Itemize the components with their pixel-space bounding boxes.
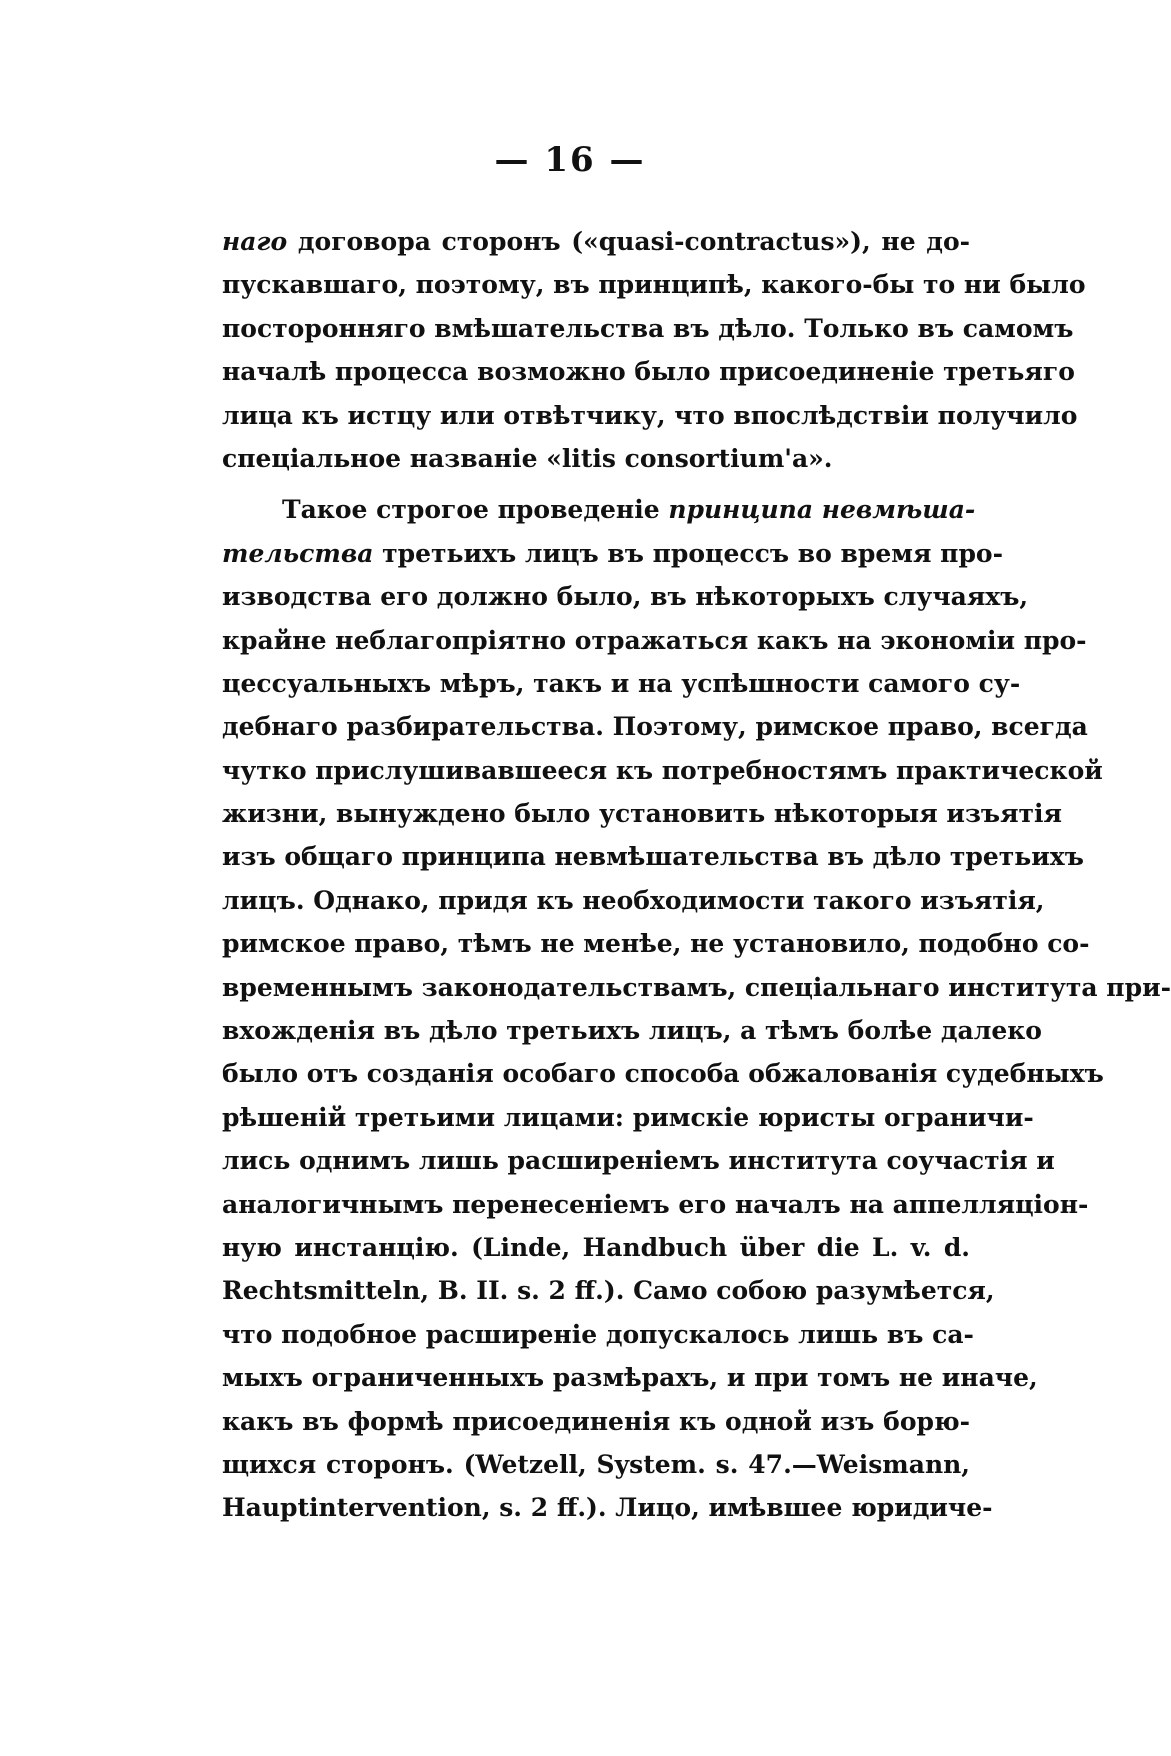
text-line: лицъ. Однако, придя къ необходимости такого изъятія, (222, 885, 1045, 915)
text-line: какъ въ формѣ присоединенія къ одной изъ борю- (222, 1406, 970, 1436)
text-fragment: Такое строгое проведеніе (282, 495, 669, 525)
italic-fragment: принципа невмѣша- (668, 495, 976, 525)
text-line: цессуальныхъ мѣръ, такъ и на успѣшности самого су- (222, 668, 1021, 698)
text-line: аналогичнымъ перенесеніемъ его началъ на аппелляціон- (222, 1189, 1089, 1219)
text-line: рѣшеній третьими лицами: римскіе юристы ограничи- (222, 1102, 1034, 1132)
text-line: спеціальное названіе «litis consortium'а». (222, 443, 833, 473)
text-line: ную инстанцію. (Linde, Handbuch über die L. v. d. (222, 1232, 970, 1262)
text-line: чутко прислушивавшееся къ потребностямъ практической (222, 755, 1103, 785)
text-line: временнымъ законодательствамъ, спеціальнаго института при- (222, 972, 1171, 1002)
text-line: римское право, тѣмъ не менѣе, не установило, подобно со- (222, 929, 1090, 959)
text-line (222, 220, 970, 263)
text-line: щихся сторонъ. (Wetzell, System. s. 47.—Weismann, (222, 1449, 970, 1479)
text-line: изъ общаго принципа невмѣшательства въ дѣло третьихъ (222, 842, 1084, 872)
text-line: посторонняго вмѣшательства въ дѣло. Только въ самомъ (222, 313, 1074, 343)
text-line: что подобное расширеніе допускалось лишь въ са- (222, 1319, 974, 1349)
text-line: пускавшаго, поэтому, въ принципѣ, какого-бы то ни было (222, 270, 1086, 300)
text-line (222, 488, 976, 531)
text-line: было отъ созданія особаго способа обжалованія судебныхъ (222, 1059, 1104, 1089)
text-line: изводства его должно было, въ нѣкоторыхъ случаяхъ, (222, 582, 1029, 612)
paragraph-2 (222, 488, 1171, 1529)
text-line: дебнаго разбирательства. Поэтому, римское право, всегда (222, 712, 1088, 742)
text-line: вхожденія въ дѣло третьихъ лицъ, а тѣмъ болѣе далеко (222, 1016, 1042, 1046)
text-fragment: договора сторонъ («quasi-contractus»), не до- (287, 227, 970, 256)
text-line: жизни, вынуждено было установить нѣкоторыя изъятія (222, 799, 1063, 829)
text-fragment: третьихъ лицъ въ процессъ во время про- (373, 538, 1003, 568)
italic-fragment: наго (222, 227, 288, 256)
text-line: Rechtsmitteln, B. II. s. 2 ff.). Само собою разумѣется, (222, 1276, 995, 1306)
text-line: лись однимъ лишь расширеніемъ института соучастія и (222, 1146, 1055, 1176)
text-line: началѣ процесса возможно было присоединеніе третьяго (222, 357, 1075, 387)
text-line: крайне неблагопріятно отражаться какъ на экономіи про- (222, 625, 1087, 655)
text-line: мыхъ ограниченныхъ размѣрахъ, и при томъ не иначе, (222, 1363, 1038, 1393)
body-text (222, 220, 1171, 1530)
paragraph-1 (222, 220, 1086, 480)
italic-fragment: тельства (222, 538, 374, 568)
text-line: лица къ истцу или отвѣтчику, что впослѣдствіи получило (222, 400, 1078, 430)
page-number: — 16 — (494, 140, 646, 180)
text-line: Hauptintervention, s. 2 ff.). Лицо, имѣвшее юридиче- (222, 1493, 993, 1523)
text-line (222, 532, 1003, 575)
